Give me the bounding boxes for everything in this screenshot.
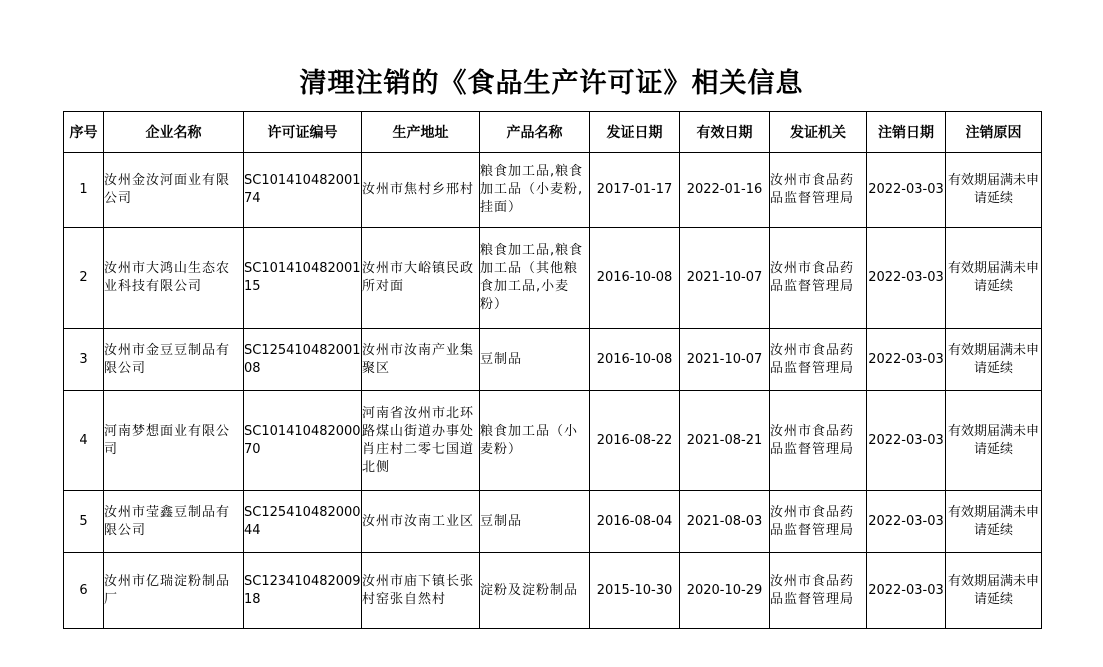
cell-product: 粮食加工品,粮食加工品（小麦粉,挂面） [480, 153, 590, 228]
cell-seq: 6 [64, 553, 104, 629]
cell-valid-date: 2021-10-07 [680, 228, 770, 329]
header-license-no: 许可证编号 [244, 112, 362, 153]
cell-seq: 4 [64, 391, 104, 491]
cell-issue-date: 2016-08-22 [590, 391, 680, 491]
cell-issue-date: 2017-01-17 [590, 153, 680, 228]
cell-cancel-reason: 有效期届满未申请延续 [946, 391, 1042, 491]
cell-license-no: SC10141048200070 [244, 391, 362, 491]
table-header-row [64, 112, 1042, 153]
cell-valid-date: 2021-08-03 [680, 491, 770, 553]
cell-issuer: 汝州市食品药品监督管理局 [770, 391, 867, 491]
cell-address: 汝州市汝南产业集聚区 [362, 329, 480, 391]
cell-cancel-date: 2022-03-03 [867, 553, 946, 629]
cell-company: 汝州市亿瑞淀粉制品厂 [104, 553, 244, 629]
cell-issue-date: 2016-08-04 [590, 491, 680, 553]
table-row [64, 153, 1042, 228]
cell-cancel-date: 2022-03-03 [867, 153, 946, 228]
cell-issuer: 汝州市食品药品监督管理局 [770, 153, 867, 228]
cell-license-no: SC12541048200108 [244, 329, 362, 391]
cell-license-no: SC12541048200044 [244, 491, 362, 553]
table-row [64, 228, 1042, 329]
cell-cancel-reason: 有效期届满未申请延续 [946, 329, 1042, 391]
cell-issuer: 汝州市食品药品监督管理局 [770, 491, 867, 553]
cell-company: 汝州金汝河面业有限公司 [104, 153, 244, 228]
cell-license-no: SC12341048200918 [244, 553, 362, 629]
cell-seq: 3 [64, 329, 104, 391]
cell-cancel-date: 2022-03-03 [867, 228, 946, 329]
cell-issuer: 汝州市食品药品监督管理局 [770, 329, 867, 391]
table-row [64, 329, 1042, 391]
cell-seq: 2 [64, 228, 104, 329]
header-seq: 序号 [64, 112, 104, 153]
cell-issuer: 汝州市食品药品监督管理局 [770, 553, 867, 629]
cell-company: 河南梦想面业有限公司 [104, 391, 244, 491]
cell-issue-date: 2016-10-08 [590, 329, 680, 391]
header-issue-date: 发证日期 [590, 112, 680, 153]
license-table [63, 111, 1042, 629]
cell-valid-date: 2020-10-29 [680, 553, 770, 629]
cell-issue-date: 2015-10-30 [590, 553, 680, 629]
cell-valid-date: 2021-08-21 [680, 391, 770, 491]
cell-product: 淀粉及淀粉制品 [480, 553, 590, 629]
cell-license-no: SC10141048200115 [244, 228, 362, 329]
header-product: 产品名称 [480, 112, 590, 153]
cell-cancel-date: 2022-03-03 [867, 329, 946, 391]
cell-issue-date: 2016-10-08 [590, 228, 680, 329]
cell-product: 粮食加工品（小麦粉） [480, 391, 590, 491]
cell-cancel-date: 2022-03-03 [867, 491, 946, 553]
cell-cancel-date: 2022-03-03 [867, 391, 946, 491]
table-row [64, 553, 1042, 629]
cell-license-no: SC10141048200174 [244, 153, 362, 228]
cell-seq: 5 [64, 491, 104, 553]
cell-cancel-reason: 有效期届满未申请延续 [946, 553, 1042, 629]
cell-cancel-reason: 有效期届满未申请延续 [946, 153, 1042, 228]
header-cancel-date: 注销日期 [867, 112, 946, 153]
cell-address: 汝州市庙下镇长张村窑张自然村 [362, 553, 480, 629]
cell-company: 汝州市大鸿山生态农业科技有限公司 [104, 228, 244, 329]
header-company: 企业名称 [104, 112, 244, 153]
cell-cancel-reason: 有效期届满未申请延续 [946, 228, 1042, 329]
header-cancel-reason: 注销原因 [946, 112, 1042, 153]
cell-valid-date: 2021-10-07 [680, 329, 770, 391]
cell-address: 汝州市汝南工业区 [362, 491, 480, 553]
cell-address: 汝州市大峪镇民政所对面 [362, 228, 480, 329]
table-row [64, 491, 1042, 553]
cell-seq: 1 [64, 153, 104, 228]
cell-valid-date: 2022-01-16 [680, 153, 770, 228]
cell-product: 豆制品 [480, 491, 590, 553]
header-issuer: 发证机关 [770, 112, 867, 153]
page-title: 清理注销的《食品生产许可证》相关信息 [299, 68, 804, 99]
header-valid-date: 有效日期 [680, 112, 770, 153]
cell-address: 汝州市焦村乡邢村 [362, 153, 480, 228]
cell-company: 汝州市莹鑫豆制品有限公司 [104, 491, 244, 553]
table-row [64, 391, 1042, 491]
cell-cancel-reason: 有效期届满未申请延续 [946, 491, 1042, 553]
cell-product: 豆制品 [480, 329, 590, 391]
cell-address: 河南省汝州市北环路煤山街道办事处肖庄村二零七国道北侧 [362, 391, 480, 491]
header-address: 生产地址 [362, 112, 480, 153]
cell-issuer: 汝州市食品药品监督管理局 [770, 228, 867, 329]
cell-product: 粮食加工品,粮食加工品（其他粮食加工品,小麦粉） [480, 228, 590, 329]
cell-company: 汝州市金豆豆制品有限公司 [104, 329, 244, 391]
